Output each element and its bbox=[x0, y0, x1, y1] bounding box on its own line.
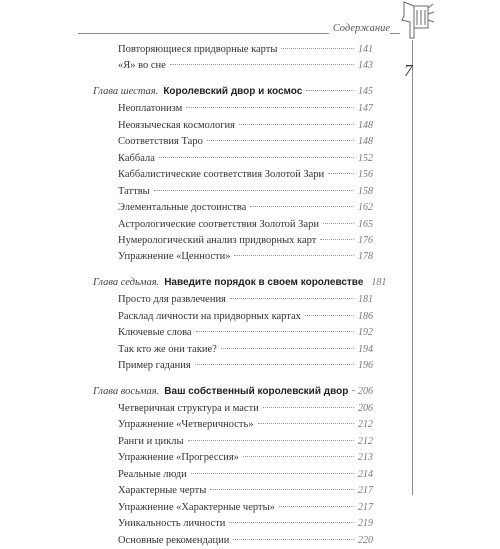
dot-leader bbox=[323, 223, 354, 224]
dot-leader bbox=[196, 331, 354, 332]
dot-leader bbox=[305, 315, 354, 316]
toc-entry-page: 141 bbox=[358, 44, 373, 55]
dot-leader bbox=[230, 298, 354, 299]
toc-entry-label: Неоплатонизм bbox=[118, 103, 183, 115]
toc-entry-label: Расклад личности на придворных картах bbox=[118, 310, 301, 322]
toc-entry-page: 194 bbox=[358, 343, 373, 355]
dot-leader bbox=[210, 489, 354, 490]
toc-chapter-heading bbox=[93, 84, 373, 100]
toc-entry bbox=[118, 292, 373, 308]
dot-leader bbox=[233, 539, 354, 540]
toc-entry-label: Четверичная структура и масти bbox=[118, 403, 259, 414]
chapter-title: Ваш собственный королевский двор bbox=[164, 385, 349, 397]
toc-entry-page: 220 bbox=[358, 534, 373, 546]
chapter-prefix: Глава восьмая. bbox=[93, 385, 160, 397]
toc-entry-label: Соответствия Таро bbox=[118, 136, 203, 148]
toc-entry bbox=[118, 217, 373, 233]
chapter-heading-text bbox=[93, 384, 348, 400]
toc-entry bbox=[118, 42, 373, 58]
dot-leader bbox=[281, 48, 354, 49]
toc-entry bbox=[118, 309, 373, 325]
dot-leader bbox=[234, 255, 354, 256]
toc-entry-page: 186 bbox=[358, 310, 373, 322]
toc-entry-page: 217 bbox=[358, 485, 373, 497]
toc-entry-label: Нумерологический анализ придворных карт bbox=[118, 234, 317, 246]
toc-chapter-heading bbox=[93, 275, 387, 291]
dot-leader bbox=[186, 107, 354, 108]
tarot-card-icon bbox=[400, 0, 436, 45]
chapter-heading-text bbox=[93, 84, 302, 100]
toc-entry-label: Основные рекомендации bbox=[118, 534, 230, 546]
dot-leader bbox=[159, 157, 354, 158]
toc-entry-label: Характерные черты bbox=[118, 485, 207, 497]
toc-entry-label: Таттвы bbox=[118, 185, 150, 197]
dot-leader bbox=[191, 473, 354, 474]
chapter-prefix: Глава седьмая. bbox=[93, 276, 160, 288]
page-number: 7 bbox=[404, 61, 413, 80]
toc-entry-page: 217 bbox=[358, 501, 373, 513]
toc-entry-label: Пример гадания bbox=[118, 360, 191, 372]
frame-vertical-line bbox=[412, 40, 413, 495]
toc-entry bbox=[118, 533, 373, 549]
toc-entry-label: Каббалистические соответствия Золотой Зари bbox=[118, 169, 325, 181]
toc-entry bbox=[118, 467, 373, 483]
dot-leader bbox=[250, 206, 354, 207]
toc-entry-page: 181 bbox=[358, 294, 373, 306]
toc-entry-label: Каббала bbox=[118, 152, 155, 164]
dot-leader bbox=[229, 522, 354, 523]
toc-entry bbox=[118, 58, 373, 74]
toc-entry-label: Просто для развлечения bbox=[118, 294, 226, 306]
toc-entry-label: Астрологические соответствия Золотой Зари bbox=[118, 218, 319, 230]
dot-leader bbox=[263, 407, 354, 408]
toc-entry bbox=[118, 483, 373, 499]
dot-leader bbox=[170, 64, 354, 65]
chapter-page: 145 bbox=[358, 85, 373, 97]
dot-leader bbox=[207, 140, 354, 141]
toc-entry bbox=[118, 200, 373, 216]
dot-leader bbox=[188, 440, 354, 441]
chapter-prefix: Глава шестая. bbox=[93, 85, 159, 97]
dot-leader bbox=[243, 456, 354, 457]
dot-leader bbox=[221, 348, 354, 349]
dot-leader bbox=[320, 239, 354, 240]
toc-entry-page: 213 bbox=[358, 452, 373, 464]
toc-entry-label: Повторяющиеся придворные карты bbox=[118, 44, 278, 55]
toc-entry bbox=[118, 516, 373, 532]
chapter-title: Королевский двор и космос bbox=[163, 85, 303, 97]
toc-entry-page: 147 bbox=[358, 103, 373, 115]
dot-leader bbox=[279, 506, 354, 507]
toc-entry-page: 178 bbox=[358, 251, 373, 263]
toc-entry bbox=[118, 358, 373, 374]
page-frame bbox=[394, 0, 436, 500]
toc-entry-page: 143 bbox=[358, 60, 373, 72]
toc-entry-label: Неоязыческая космология bbox=[118, 119, 235, 131]
toc-entry-label: Так кто же они такие? bbox=[118, 343, 217, 355]
toc-entry-label: Реальные люди bbox=[118, 468, 187, 480]
dot-leader bbox=[258, 423, 354, 424]
toc-entry-page: 165 bbox=[358, 218, 373, 230]
toc-entry-label: Упражнение «Ценности» bbox=[118, 251, 231, 263]
toc-entry-page: 219 bbox=[358, 518, 373, 530]
dot-leader bbox=[195, 364, 354, 365]
toc-entry-page: 212 bbox=[358, 419, 373, 431]
toc-entry bbox=[118, 151, 373, 167]
chapter-page: 206 bbox=[358, 385, 373, 397]
dot-leader bbox=[239, 124, 354, 125]
chapter-heading-text bbox=[93, 275, 363, 291]
toc-entry-page: 158 bbox=[358, 185, 373, 197]
toc-entry-page: 206 bbox=[358, 403, 373, 414]
toc-entry bbox=[118, 434, 373, 450]
dot-leader bbox=[328, 173, 354, 174]
toc-entry bbox=[118, 249, 373, 265]
toc-entry-page: 176 bbox=[358, 234, 373, 246]
toc-entry-label: Упражнение «Четверичность» bbox=[118, 419, 254, 431]
toc-entry bbox=[118, 101, 373, 117]
toc-entry bbox=[118, 401, 373, 417]
toc-entry bbox=[118, 500, 373, 516]
toc-entry-page: 212 bbox=[358, 435, 373, 447]
toc-entry bbox=[118, 417, 373, 433]
toc-entry bbox=[118, 184, 373, 200]
toc-entry-label: «Я» во сне bbox=[118, 60, 166, 72]
toc-entry-page: 214 bbox=[358, 468, 373, 480]
toc-entry-page: 192 bbox=[358, 327, 373, 339]
toc-entry-label: Упражнение «Прогрессия» bbox=[118, 452, 239, 464]
toc-entry-label: Ключевые слова bbox=[118, 327, 192, 339]
toc-entry-page: 162 bbox=[358, 202, 373, 214]
toc-entry bbox=[118, 325, 373, 341]
toc-entry-label: Ранги и циклы bbox=[118, 435, 184, 447]
page-header-title: Содержание bbox=[329, 22, 390, 36]
toc-entry bbox=[118, 233, 373, 249]
toc-entry-page: 196 bbox=[358, 360, 373, 372]
toc-entry-page: 156 bbox=[358, 169, 373, 181]
dot-leader bbox=[306, 90, 354, 91]
toc-entry-label: Упражнение «Характерные черты» bbox=[118, 501, 275, 513]
toc-entry bbox=[118, 342, 373, 358]
toc-entry-page: 148 bbox=[358, 136, 373, 148]
dot-leader bbox=[352, 390, 354, 391]
toc-entry bbox=[118, 167, 373, 183]
toc-entry bbox=[118, 118, 373, 134]
toc-entry-label: Элементальные достоинства bbox=[118, 202, 247, 214]
toc-entry-page: 148 bbox=[358, 119, 373, 131]
dot-leader bbox=[154, 190, 354, 191]
toc-entry-page: 152 bbox=[358, 152, 373, 164]
toc-entry bbox=[118, 134, 373, 150]
chapter-title: Наведите порядок в своем королевстве bbox=[164, 276, 364, 288]
toc-chapter-heading bbox=[93, 384, 373, 400]
chapter-page: 181 bbox=[371, 276, 387, 288]
toc-entry bbox=[118, 450, 373, 466]
toc-entry-label: Уникальность личности bbox=[118, 518, 226, 530]
